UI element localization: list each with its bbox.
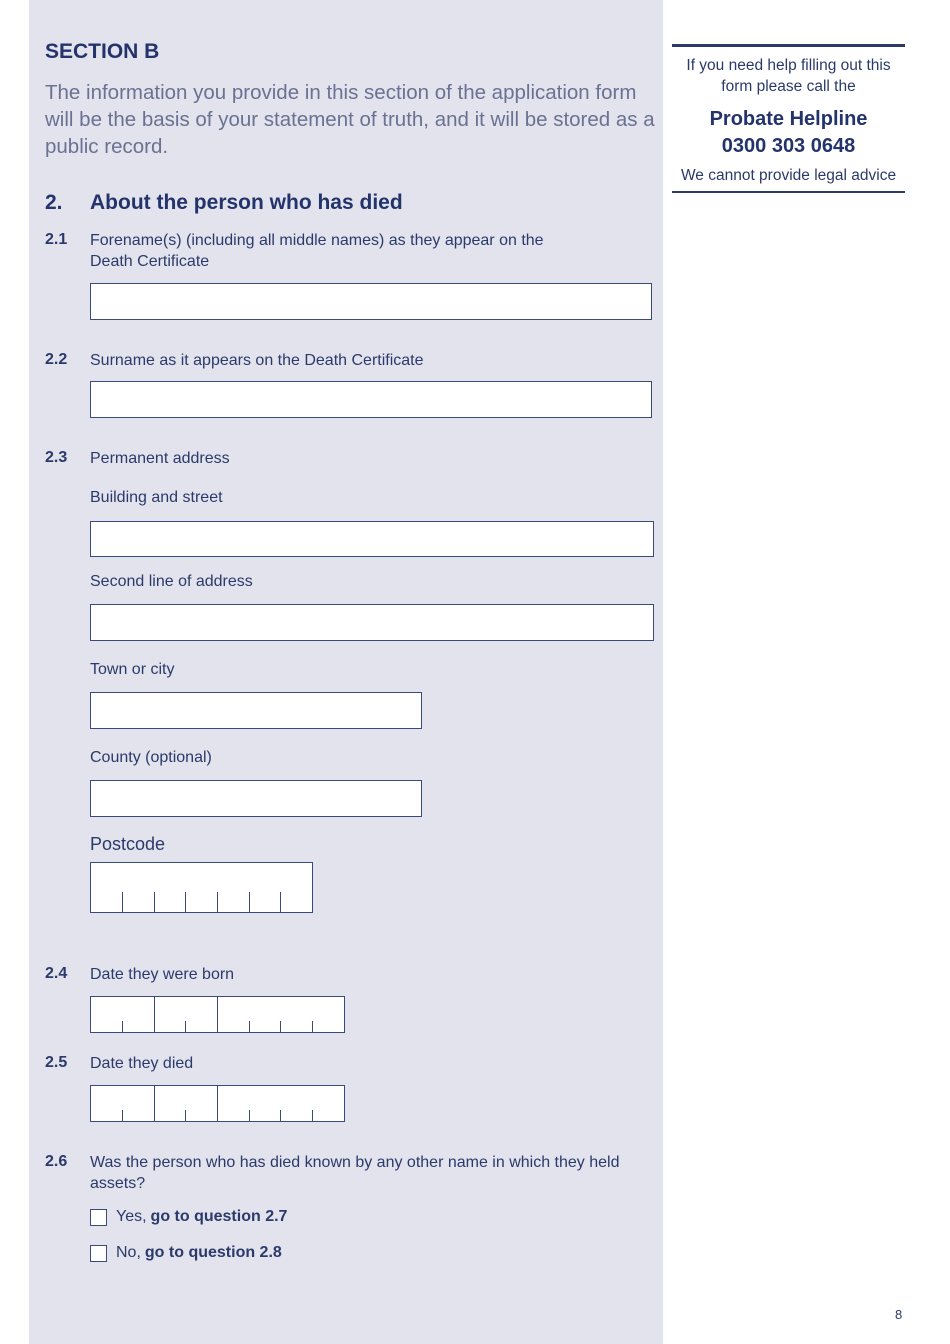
yes-action: go to question 2.7: [150, 1208, 288, 1225]
comb-divider: [280, 892, 281, 912]
helpline-footer: We cannot provide legal advice: [680, 167, 897, 184]
helpline-box: [672, 44, 905, 193]
comb-divider: [312, 1110, 313, 1121]
item-number-2-3: 2.3: [45, 449, 68, 466]
town-input[interactable]: [90, 692, 422, 729]
comb-divider: [249, 892, 250, 912]
county-label: County (optional): [90, 749, 212, 766]
yes-text: Yes,: [116, 1208, 147, 1225]
postcode-label: Postcode: [90, 834, 166, 854]
comb-divider: [185, 892, 186, 912]
helpline-phone: 0300 303 0648: [721, 135, 856, 157]
date-died-input[interactable]: [90, 1085, 345, 1122]
no-text: No,: [116, 1244, 141, 1261]
no-option[interactable]: [90, 1244, 282, 1262]
other-name-label: Was the person who has died known by any other name in which they held assets?: [90, 1154, 620, 1192]
comb-divider: [185, 1021, 186, 1032]
item-number-2-5: 2.5: [45, 1054, 68, 1071]
comb-divider: [122, 1021, 123, 1032]
date-died-label: Date they died: [90, 1055, 194, 1072]
forenames-input[interactable]: [90, 283, 652, 320]
surname-label: Surname as it appears on the Death Certificate: [90, 352, 424, 369]
comb-divider: [280, 1021, 281, 1032]
date-born-label: Date they were born: [90, 966, 235, 983]
helpline-intro: If you need help filling out this form please call the: [686, 57, 891, 95]
item-number-2-1: 2.1: [45, 231, 68, 248]
question-title: About the person who has died: [90, 191, 403, 214]
yes-checkbox[interactable]: [90, 1209, 107, 1226]
date-born-input[interactable]: [90, 996, 345, 1033]
address-label: Permanent address: [90, 450, 230, 467]
date-separator: [217, 997, 218, 1032]
date-separator: [154, 997, 155, 1032]
surname-input[interactable]: [90, 381, 652, 418]
building-street-label: Building and street: [90, 489, 223, 506]
comb-divider: [249, 1021, 250, 1032]
comb-divider: [217, 892, 218, 912]
helpline-name: Probate Helpline: [709, 108, 868, 130]
comb-divider: [122, 1110, 123, 1121]
comb-divider: [154, 892, 155, 912]
date-separator: [154, 1086, 155, 1121]
postcode-input[interactable]: [90, 862, 313, 913]
comb-divider: [280, 1110, 281, 1121]
comb-divider: [185, 1110, 186, 1121]
yes-option[interactable]: [90, 1208, 287, 1226]
question-number: 2.: [45, 191, 63, 214]
forenames-label: Forename(s) (including all middle names) as they appear on the Death Certificate: [90, 232, 544, 270]
item-number-2-4: 2.4: [45, 965, 68, 982]
section-intro: The information you provide in this section of the application form will be the basis of your statement of truth, and it will be stored as a public record.: [45, 81, 655, 158]
section-title: SECTION B: [45, 40, 160, 63]
date-separator: [217, 1086, 218, 1121]
comb-divider: [312, 1021, 313, 1032]
town-label: Town or city: [90, 661, 175, 678]
second-line-label: Second line of address: [90, 573, 253, 590]
no-checkbox[interactable]: [90, 1245, 107, 1262]
comb-divider: [122, 892, 123, 912]
building-street-input[interactable]: [90, 521, 654, 557]
county-input[interactable]: [90, 780, 422, 817]
no-action: go to question 2.8: [144, 1244, 282, 1261]
page-number: 8: [895, 1307, 903, 1322]
second-line-input[interactable]: [90, 604, 654, 641]
item-number-2-6: 2.6: [45, 1153, 68, 1170]
item-number-2-2: 2.2: [45, 351, 68, 368]
comb-divider: [249, 1110, 250, 1121]
